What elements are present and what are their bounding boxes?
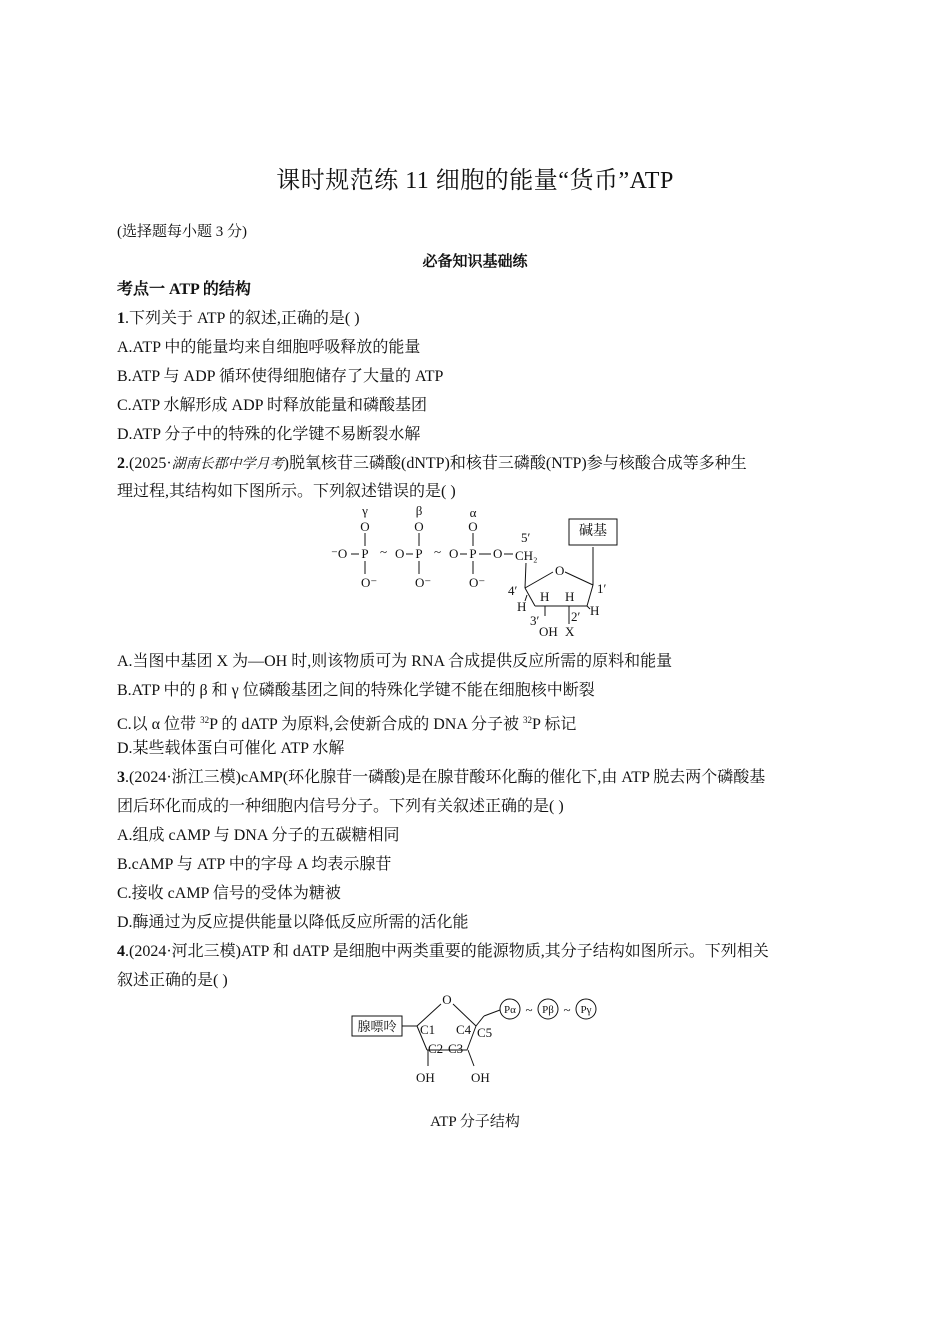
question-number: 3 — [117, 769, 125, 786]
question-1-option-d: D.ATP 分子中的特殊的化学键不易断裂水解 — [117, 426, 421, 443]
isotope-superscript: 32 — [200, 715, 210, 725]
question-number: 1 — [117, 310, 125, 327]
question-3-option-b: B.cAMP 与 ATP 中的字母 A 均表示腺苷 — [117, 856, 392, 873]
o-minus-label: O⁻ — [415, 575, 432, 590]
oxygen-label: O — [449, 546, 459, 561]
hydrogen-label: H — [540, 589, 550, 604]
question-1-option-a: A.ATP 中的能量均来自细胞呼吸释放的能量 — [117, 339, 421, 356]
phosphorus-gamma: P — [361, 546, 369, 561]
oxygen-label: O — [360, 519, 370, 534]
five-prime-label: 5′ — [521, 530, 531, 545]
question-number: 4 — [117, 943, 125, 960]
question-2-option-a: A.当图中基团 X 为—OH 时,则该物质可为 RNA 合成提供反应所需的原料和能量 — [117, 653, 673, 670]
question-1-option-c: C.ATP 水解形成 ADP 时释放能量和磷酸基团 — [117, 397, 427, 414]
oxygen-label: O — [493, 546, 503, 561]
two-prime-label: 2′ — [571, 609, 581, 624]
isotope-superscript: 32 — [523, 715, 533, 725]
c3-label: C3 — [448, 1041, 464, 1056]
o-minus-left: ⁻O — [331, 546, 348, 561]
hydroxyl-label: OH — [539, 624, 558, 639]
ring-oxygen: O — [442, 992, 452, 1007]
phosphate-beta: Pβ — [542, 1004, 554, 1016]
option-text: P 标记 — [532, 716, 577, 733]
question-2-stem — [117, 454, 747, 474]
phosphorus-alpha: P — [469, 546, 477, 561]
high-energy-bond: ~ — [563, 1002, 571, 1017]
topic-heading: 考点一 ATP 的结构 — [117, 281, 251, 298]
oxygen-label: O — [395, 546, 405, 561]
dntp-structure-diagram — [325, 503, 625, 643]
question-2-option-b: B.ATP 中的 β 和 γ 位磷酸基团之间的特殊化学键不能在细胞核中断裂 — [117, 682, 595, 699]
high-energy-bond: ~ — [434, 544, 442, 559]
question-3-stem — [117, 768, 765, 788]
c2-label: C2 — [428, 1041, 444, 1056]
score-note: (选择题每小题 3 分) — [117, 224, 247, 240]
hydrogen-label: H — [517, 599, 527, 614]
question-text: .(2024·浙江三模)cAMP(环化腺苷一磷酸)是在腺苷酸环化酶的催化下,由 ATP 脱去两个磷酸基 — [125, 769, 766, 786]
high-energy-bond: ~ — [525, 1002, 533, 1017]
c4-label: C4 — [456, 1022, 472, 1037]
three-prime-label: 3′ — [530, 613, 540, 628]
oxygen-label: O — [468, 519, 478, 534]
o-minus-label: O⁻ — [469, 575, 486, 590]
option-text: C.以 α 位带 — [117, 716, 201, 733]
gamma-label: γ — [362, 503, 368, 518]
question-1-stem — [117, 309, 360, 329]
o-minus-label: O⁻ — [361, 575, 378, 590]
c1-label: C1 — [420, 1022, 436, 1037]
question-2-stem-line2: 理过程,其结构如下图所示。下列叙述错误的是( ) — [117, 483, 456, 500]
section-heading: 必备知识基础练 — [422, 254, 528, 270]
ch2-label: CH₂ — [515, 548, 538, 563]
beta-label: β — [415, 503, 423, 518]
question-3-option-c: C.接收 cAMP 信号的受体为糖被 — [117, 885, 341, 902]
question-2-option-c — [117, 710, 576, 735]
ring-oxygen: O — [555, 563, 565, 578]
question-text: .下列关于 ATP 的叙述,正确的是( ) — [125, 310, 360, 327]
question-text: .(2024·河北三模)ATP 和 dATP 是细胞中两类重要的能源物质,其分子结构如图所示。下列相关 — [125, 943, 769, 960]
oxygen-label: O — [414, 519, 424, 534]
question-text: )脱氧核苷三磷酸(dNTP)和核苷三磷酸(NTP)参与核酸合成等多种生 — [283, 455, 747, 472]
alpha-label: α — [469, 505, 477, 520]
question-number: 2 — [117, 455, 125, 472]
adenine-label: 腺嘌呤 — [357, 1019, 397, 1034]
phosphate-gamma: Pγ — [580, 1004, 592, 1016]
high-energy-bond: ~ — [380, 544, 388, 559]
phosphate-alpha: Pα — [504, 1004, 516, 1016]
question-4-stem — [117, 942, 769, 962]
phosphorus-beta: P — [415, 546, 423, 561]
one-prime-label: 1′ — [597, 581, 607, 596]
question-source: 湖南长郡中学月考 — [171, 456, 284, 472]
question-1-option-b: B.ATP 与 ADP 循环使得细胞储存了大量的 ATP — [117, 368, 444, 385]
question-4-stem-line2: 叙述正确的是( ) — [117, 972, 228, 989]
atp-structure-diagram — [350, 992, 605, 1090]
base-label: 碱基 — [579, 524, 607, 539]
question-2-option-d: D.某些载体蛋白可催化 ATP 水解 — [117, 740, 345, 757]
question-3-option-a: A.组成 cAMP 与 DNA 分子的五碳糖相同 — [117, 827, 400, 844]
x-group-label: X — [565, 624, 575, 639]
hydroxyl-label: OH — [471, 1070, 490, 1085]
figure-caption: ATP 分子结构 — [430, 1114, 520, 1130]
page-title: 课时规范练 11 细胞的能量“货币”ATP — [276, 168, 674, 194]
question-3-option-d: D.酶通过为反应提供能量以降低反应所需的活化能 — [117, 914, 469, 931]
four-prime-label: 4′ — [508, 583, 518, 598]
hydrogen-label: H — [590, 603, 600, 618]
question-3-stem-line2: 团后环化而成的一种细胞内信号分子。下列有关叙述正确的是( ) — [117, 798, 564, 815]
hydroxyl-label: OH — [416, 1070, 435, 1085]
question-source-open: .(2025· — [125, 455, 172, 472]
option-text: P 的 dATP 为原料,会使新合成的 DNA 分子被 — [209, 716, 524, 733]
c5-label: C5 — [477, 1025, 493, 1040]
hydrogen-label: H — [565, 589, 575, 604]
